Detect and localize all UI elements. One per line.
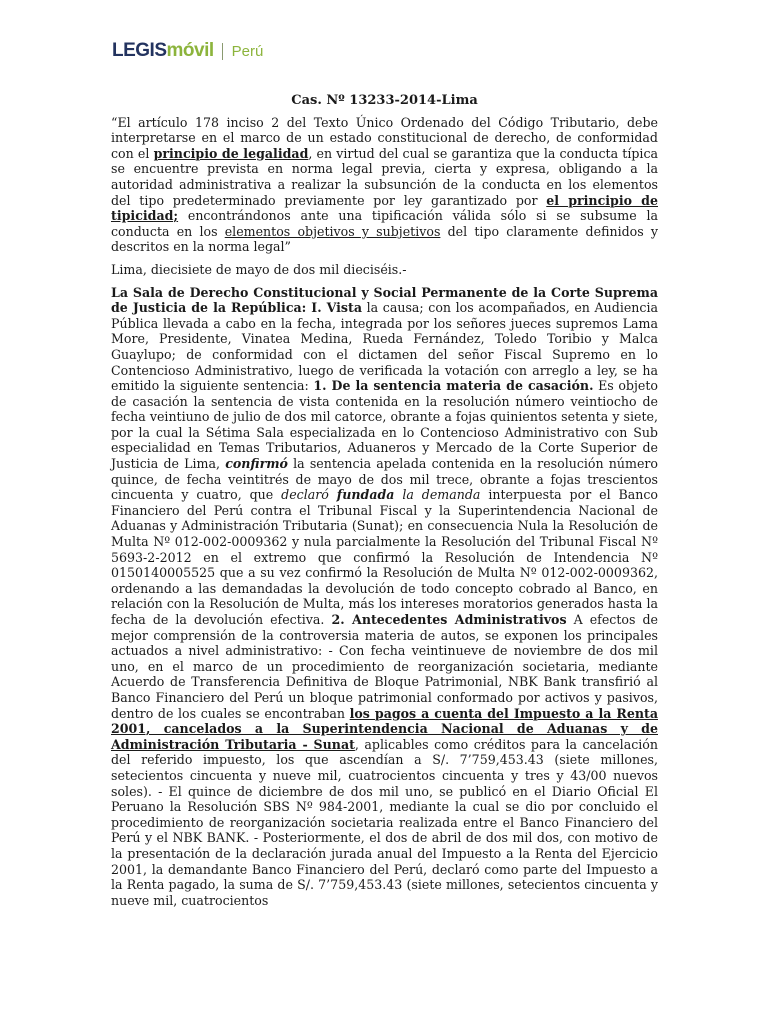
date-line: Lima, diecisiete de mayo de dos mil dieciséis.- [111, 261, 407, 277]
logo-legis-text: LEGIS [112, 40, 167, 61]
body-italic: la demanda [402, 487, 481, 503]
quote-text: , en virtud del cual se garantiza que la conducta típica se encuentre prevista en norma legal previa, cierta y expresa, obligando a la autoridad administrativa a realizar la subsunción de la conducta en los elementos del tipo predeterminado previamente por ley garantizado por [111, 145, 659, 208]
legis-movil-logo [112, 40, 263, 62]
logo-country-text: Perú [231, 43, 264, 60]
body-bold-underline: los pagos a cuenta del Impuesto a la Renta 2001, cancelados a la Superintendencia Nacional de Aduanas y de Administración Tributaria - Sunat [111, 705, 658, 752]
body-text: Es objeto de casación la sentencia de vista contenida en la resolución número veintiocho de fecha veintiuno de julio de dos mil catorce, obrante a fojas quinientos setenta y siete, por la cual la Sétima Sala especializada en lo Contencioso Administrativo con Sub especialidad en Temas Tributarios, Aduaneros y Mercado de la Corte Superior de Justicia de Lima, [111, 378, 658, 472]
document-page [111, 93, 658, 915]
section-heading: 2. Antecedentes Administrativos [331, 612, 567, 627]
quote-emphasis: el principio de tipicidad; [111, 192, 658, 224]
quote-text: encontrándonos ante una tipificación válida sólo si se subsume la conducta en los [111, 208, 658, 239]
logo-separator [222, 43, 223, 60]
quote-emphasis: principio de legalidad [153, 145, 309, 161]
quote-text: “El artículo 178 inciso 2 del Texto Único Ordenado del Código Tributario, debe interpretarse en el marco de un estado constitucional de derecho, de conformidad con el [111, 114, 658, 161]
case-title: Cas. Nº 13233-2014-Lima [291, 93, 478, 108]
body-italic: declaró [281, 487, 329, 503]
body-text: la causa; con los acompañados, en Audiencia Pública llevada a cabo en la fecha, integrada por los señores jueces supremos Lama More, Presidente, Vinatea Medina, Rueda Fernández, Toledo Toribio y Malca Guaylupo; de conformidad con el dictamen del señor Fiscal Supremo en lo Contencioso Administrativo, luego de verificada la votación con arreglo a ley, se ha emitido la siguiente sentencia: [111, 300, 658, 394]
body-text: interpuesta por el Banco Financiero del Perú contra el Tribunal Fiscal y la Superintendencia Nacional de Aduanas y Administración Tributaria (Sunat); en consecuencia Nula la Resolución de Multa Nº 012-002-0009362 y nula parcialmente la Resolución del Tribunal Fiscal Nº 5693-2-2012 en el extremo que confirmó la Resolución de Intendencia Nº 0150140005525 que a su vez confirmó la Resolución de Multa Nº 012-002-0009362, ordenando a las demandadas la devolución de todo concepto cobrado al Banco, en relación con la Resolución de Multa, más los intereses moratorios generados hasta la fecha de la devolución efectiva. [111, 487, 658, 627]
quote-text: del tipo claramente definidos y descritos en la norma legal” [111, 223, 659, 255]
quote-underline: elementos objetivos y subjetivos [224, 223, 441, 239]
logo-movil-text: móvil [166, 40, 214, 61]
section-heading: 1. De la sentencia materia de casación. [313, 378, 594, 394]
summary-quote [111, 115, 658, 255]
judgment-body [111, 285, 658, 909]
body-text: , aplicables como créditos para la cancelación del referido impuesto, los que ascendían a S/. 7’759,453.43 (siete millones, setecientos cincuenta y nueve mil, cuatrocientos cincuenta y tres y 43/00 nuevos soles). - El quince de diciembre de dos mil uno, se publicó en el Diario Oficial El Peruano la Resolución SBS Nº 984-2001, mediante la cual se dio por concluido el procedimiento de reorganización societaria realizada entre el Banco Financiero del Perú y el NBK BANK. - Posteriormente, el dos de abril de dos mil dos, con motivo de la presentación de la declaración jurada anual del Impuesto a la Renta del Ejercicio 2001, la demandante Banco Financiero del Perú, declaró como parte del Impuesto a la Renta pagado, la suma de S/. 7’759,453.43 (siete millones, setecientos cincuenta y nueve mil, cuatrocientos [111, 736, 658, 908]
body-text: la sentencia apelada contenida en la resolución número quince, de fecha veintitrés de mayo de dos mil trece, obrante a fojas trescientos cincuenta y cuatro, que [111, 456, 659, 503]
body-bold: La Sala de Derecho Constitucional y Social Permanente de la Corte Suprema de Justicia de la República: I. Vista [111, 284, 658, 316]
body-bold-italic: confirmó [225, 456, 288, 472]
body-bold-italic: fundada [336, 487, 395, 503]
body-text: A efectos de mejor comprensión de la controversia materia de autos, se exponen los principales actuados a nivel administrativo: - Con fecha veintinueve de noviembre de dos mil uno, en el marco de un procedimiento de reorganización societaria, mediante Acuerdo de Transferencia Definitiva de Bloque Patrimonial, NBK Bank transfirió al Banco Financiero del Perú un bloque patrimonial conformado por activos y pasivos, dentro de los cuales se encontraban [111, 612, 658, 721]
